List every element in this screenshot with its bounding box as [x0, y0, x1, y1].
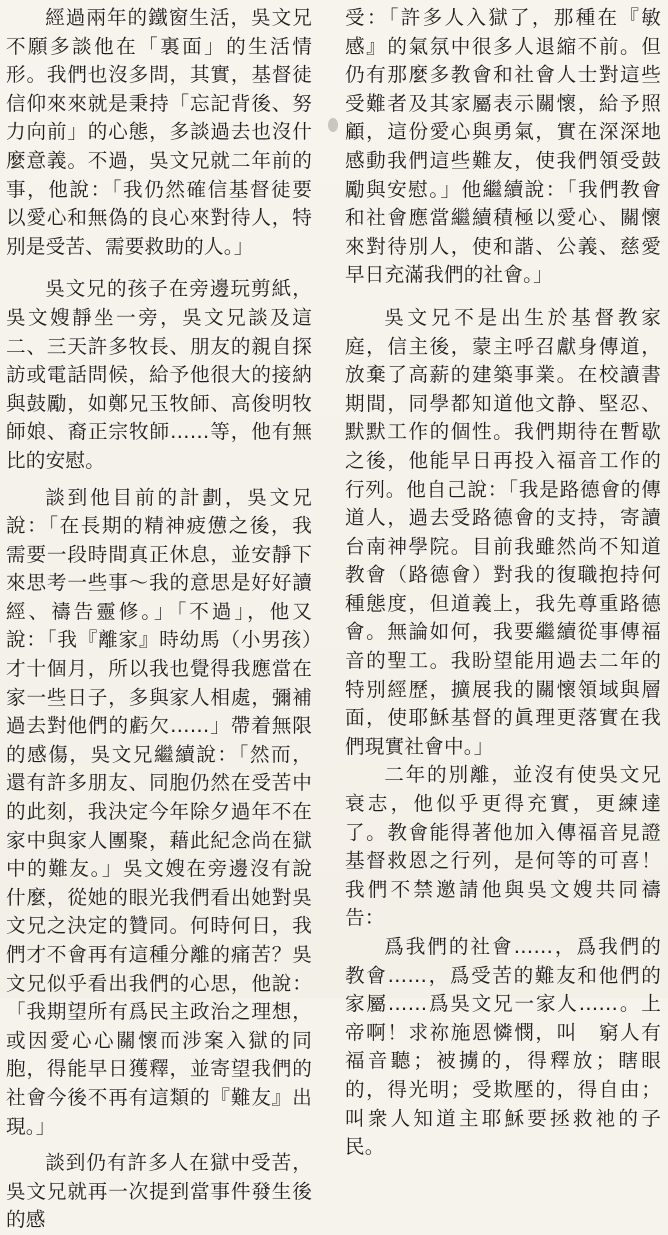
paragraph-feelings: 受：「許多人入獄了，那種在『敏感』的氣氛中很多人退縮不前。但仍有那麼多教會和社會人士對這些受難者及其家屬表示關懷，給予照顧，這份愛心與勇氣，實在深深地感動我們這些難友，使我們領受鼓勵與安慰。」他繼續說：「我們教會和社會應當繼續積極以愛心、關懷來對待別人，使和諧、公義、慈愛早日充滿我們的社會。」 [345, 6, 661, 287]
paragraph-visitors: 吳文兄的孩子在旁邊玩剪紙，吳文嫂靜坐一旁，吳文兄談及這二、三天許多牧長、朋友的親自探訪或電話問候，給予他很大的接納與鼓勵，如鄭兄玉牧師、高俊明牧師娘、裔正宗牧師……等，他有無比的安慰。 [6, 277, 312, 472]
left-column [6, 4, 312, 1235]
prayer-text: 爲我們的社會……，爲我們的教會……，爲受苦的難友和他們的家屬……爲吳文兄一家人……。上帝啊！求祢施恩憐憫，叫 窮人有福音聽；被擄的，得釋放；瞎眼的，得光明；受欺壓的，得自由；叫衆人知道主耶穌要拯救祂的子民。 [345, 935, 661, 1159]
ink-smudge [328, 118, 338, 132]
paragraph-farewell: 二年的別離，並沒有使吳文兄衰志，他似乎更得充實，更練達了。教會能得著他加入傳福音見證基督救恩之行列，是何等的可喜！我們不禁邀請他與吳文嫂共同禱告： [345, 763, 661, 930]
paragraph-background: 吳文兄不是出生於基督教家庭，信主後，蒙主呼召獻身傳道，放棄了高薪的建築事業。在校讀書期間，同學都知道他文静、堅忍、默默工作的個性。我們期待在暫歇之後，他能早日再投入福音工作的行列。他自己說：「我是路德會的傳道人，過去受路德會的支持，寄讀台南神學院。目前我雖然尚不知道教會（路德會）對我的復職抱持何種態度，但道義上，我先尊重路德會。無論如何，我要繼續從事傳福音的聖工。我盼望能用過去二年的特別經歷，擴展我的關懷領域與層面，使耶穌基督的眞理更落實在我們現實社會中。」 [345, 305, 661, 758]
right-column [345, 4, 661, 1162]
paragraph-suffering-start: 談到仍有許多人在獄中受苦，吳文兄就再一次提到當事件發生後的感 [6, 1151, 312, 1232]
paragraph-plans: 談到他目前的計劃，吳文兄說：「在長期的精神疲憊之後，我需要一段時間真正休息，並安靜下來思考一些事～我的意思是好好讀經、禱告靈修。」「不過」，他又說：「我『離家』時幼馬（小男孩）才十個月，所以我也覺得我應當在家一些日子，多與家人相處，彌補過去對他們的虧欠……」帶着無限的感傷，吳文兄繼續說：「然而，還有許多朋友、同胞仍然在受苦中的此刻，我決定今年除夕過年不在家中與家人團聚，藉此紀念尚在獄中的難友。」吳文嫂在旁邊沒有說什麼，從她的眼光我們看出她對吳文兄之決定的贊同。何時何日，我們才不會再有這種分離的痛苦？吳文兄似乎看出我們的心思，他說：「我期望所有爲民主政治之理想，或因愛心心關懷而涉案入獄的同胞，得能早日獲釋，並寄望我們的社會今後不再有這類的『難友』出現。」 [6, 485, 312, 1138]
paragraph-prison-life: 經過兩年的鐵窗生活，吳文兄不願多談他在「裏面」的生活情形。我們也沒多問，其實，基督徒信仰來來就是秉持「忘記背後、努力向前」的心態，多談過去也沒什麼意義。不過，吳文兄就二年前的事，他說：「我仍然確信基督徒要以愛心和無偽的良心來對待人，特別是受苦、需要救助的人。」 [6, 6, 312, 258]
